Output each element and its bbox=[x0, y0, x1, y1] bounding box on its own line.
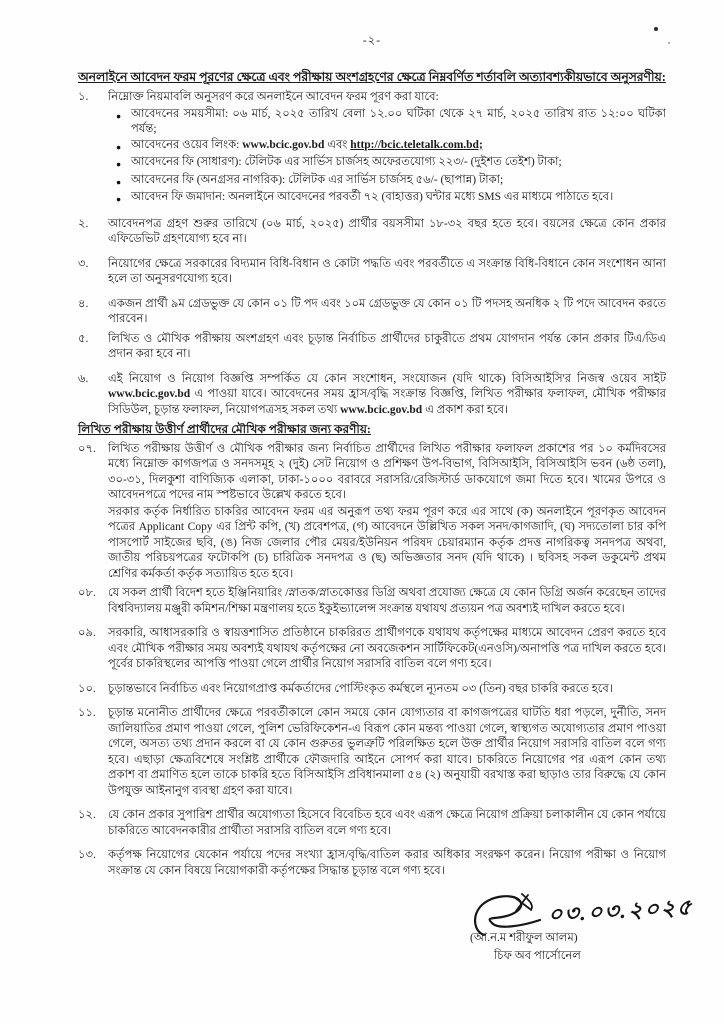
item-text: কর্তৃপক্ষ নিয়োগের যেকোন পর্যায়ে পদের সংখ্যা হ্রাস/বৃদ্ধি/বাতিল করার অধিকার সংরক্ষণ করেন। নিয়োগ পরীক্ষা ও নিয়োগ সংক্রান্ত যে কোন বিষয়ে নিয়োগকারী কর্তৃপক্ষের সিদ্ধান্ত চূড়ান্ত বলে গণ্য হবে। bbox=[108, 849, 666, 877]
item-text: যে সকল প্রার্থী বিদেশ হতে ইঞ্জিনিয়ারিং /স্নাতক/স্নাতকোত্তর ডিগ্রি অথবা প্রযোজ্য ক্ষেত্রে যে কোন ডিগ্রি অর্জন করেছেন তাদের বিশ্ববিদ্যালয় মঞ্জুরী কমিশন/শিক্ষা মন্ত্রণালয় হতে ইকুইভ্যালেন্স সংক্রান্ত যথাযথ প্রত্যয়ন পত্র অবশ্যই দাখিল করতে হবে। bbox=[108, 587, 666, 615]
bullet-item bbox=[116, 190, 666, 208]
bullet-item bbox=[116, 173, 666, 191]
item-text bbox=[108, 372, 666, 419]
condition-item-7 bbox=[78, 442, 666, 583]
condition-item-9 bbox=[78, 626, 666, 673]
web-link-bcic: www.bcic.gov.bd bbox=[242, 138, 325, 151]
condition-item-3 bbox=[78, 257, 666, 288]
signatory-title: চিফ অব পার্সোনেল bbox=[494, 949, 581, 962]
section-heading: লিখিত পরীক্ষায় উত্তীর্ণ প্রার্থীদের মৌখিক পরীক্ষার জন্য করণীয়: bbox=[78, 422, 371, 436]
page-number: -২- bbox=[362, 35, 382, 47]
bullet-text-mid: এবং bbox=[324, 138, 351, 151]
item-text: নিম্নোক্ত নিয়মাবলি অনুসরণ করে অনলাইনে আবেদন ফরম পূরণ করা যাবে: bbox=[108, 91, 439, 103]
item-paragraph: সরকার কর্তৃক নির্ধারিত চাকরির আবেদন ফরম এর অনুরূপ তথ্য ফরম পূরণ করে এর সাথে (ক) অনলাইনে পূরণকৃত আবেদন পত্রের Applicant Copy এর প্রিন্ট কপি, (খ) প্রবেশপত্র, (গ) আবেদনে উল্লিখিত সকল সনদ/কাগজাদি, (ঘ) সদ্যতোলা চার কপি পাসপোর্ট সাইজের ছবি, (ঙ) নিজ জেলার পৌর মেয়র/ইউনিয়ন পরিষদ চেয়ারম্যান কর্তৃক প্রদত্ত নাগরিকত্ব সনদপত্র অথবা, জাতীয় পরিচয়পত্রের ফটোকপি (চ) চারিত্রিক সনদপত্র ও (ছ) অভিজ্ঞতার সনদ (যদি থাকে) । ছবিসহ সকল ডকুমেন্ট প্রথম শ্রেণির কর্মকর্তা কর্তৃক সত্যায়িত হতে হবে। bbox=[108, 505, 666, 580]
item-number: ২. bbox=[78, 217, 89, 230]
item-number: ৩. bbox=[78, 257, 89, 270]
item-text: আবেদনপত্র গ্রহণ শুরুর তারিখে (০৬ মার্চ, ২০২৫) প্রার্থীর বয়সসীমা ১৮-৩২ বছর হতে হবে। বয়সের ক্ষেত্রে কোন প্রকার এফিডেভিট গ্রহণযোগ্য হবে না। bbox=[108, 217, 666, 245]
web-link-bcic: www.bcic.gov.bd bbox=[340, 403, 423, 416]
item-number: ১২. bbox=[78, 809, 96, 821]
condition-item-4 bbox=[78, 297, 666, 328]
item-text-part: এ পাওয়া যাবে। আবেদনের সময় হ্রাস/বৃদ্ধি সংক্রান্ত বিজ্ঞপ্তি, লিখিত পরীক্ষার ফলাফল, মৌখিক পরীক্ষার সিডিউল, চূড়ান্ত ফলাফল, নিয়োগপত্রসহ সকল তথ্য bbox=[108, 388, 666, 416]
condition-item-1 bbox=[78, 90, 666, 208]
scan-speck bbox=[668, 42, 670, 44]
item-text: লিখিত ও মৌখিক পরীক্ষায় অংশগ্রহণ এবং চূড়ান্ত নির্বাচিত প্রার্থীদের চাকুরীতে প্রথম যোগদান পর্যন্ত কোন প্রকার টিএ/ডিএ প্রদান করা হবে না। bbox=[108, 332, 666, 360]
signature-scribble-icon bbox=[470, 893, 556, 945]
bullet-icon: ● bbox=[116, 176, 122, 187]
item-text: যে কোন প্রকার সুপারিশ প্রার্থীর অযোগ্যতা হিসেবে বিবেচিত হবে এবং এরূপ ক্ষেত্রে নিয়োগ প্রক্রিয়া চলাকালীন যে কোন পর্যায়ে চাকরিতে আবেদনকারীর প্রার্থীতা সরাসরি বাতিল বলে গণ্য হবে। bbox=[108, 809, 667, 837]
item-text: সরকারি, আধাসরকারি ও স্বায়ত্তশাসিত প্রতিষ্ঠানে চাকরিরত প্রার্থীগণকে যথাযথ কর্তৃপক্ষের মাধ্যমে আবেদন প্রেরণ করতে হবে এবং মৌখিক পরীক্ষার সময় অবশ্যই যথাযথ কর্তৃপক্ষের নো অবজেকশন সার্টিফিকেট(এনওসি)/অনাপত্তি পত্র দাখিল করতে হবে। পূর্বের চাকরিস্থলের আপত্তি পাওয়া গেলে প্রার্থীর নিয়োগ সরাসরি বাতিল বলে গণ্য হবে। bbox=[108, 627, 666, 670]
bullet-text: আবেদনের সময়সীমা: ০৬ মার্চ, ২০২৫ তারিখ বেলা ১২.০০ ঘটিকা থেকে ২৭ মার্চ, ২০২৫ তারিখ রাত ১২:০০ ঘটিকা পর্যন্ত; bbox=[131, 107, 666, 135]
bullet-text bbox=[131, 138, 666, 156]
bullet-item bbox=[116, 138, 666, 156]
item-text: চূড়ান্ত মনোনীত প্রার্থীদের ক্ষেত্রে পরবর্তীকালে কোন সময়ে কোন যোগ্যতার বা কাগজপত্রের ঘাটতি ধরা পড়লে, দুর্নীতি, সনদ জালিয়াতির প্রমাণ পাওয়া গেলে, পুলিশ ভেরিফিকেশন-এ বিরূপ কোন মন্তব্য পাওয়া গেলে, স্বাস্থ্যগত অযোগ্যতার প্রমাণ পাওয়া গেলে, অসত্য তথ্য প্রদান করলে বা যে কোন গুরুতর ভুলত্রুটি পরিলক্ষিত হলে উক্ত প্রার্থীর নিয়োগ সরাসরি বাতিল বলে গণ্য হবে। এছাড়া ক্ষেত্রবিশেষে সংশ্লিষ্ট প্রার্থীকে ফৌজদারি আইনে সোপর্দ করা যাবে। চাকরিতে নিয়োগের পর এরূপ কোন তথ্য প্রকাশ বা প্রমাণিত হলে তাকে চাকরি হতে বিসিআইসি প্রবিধানমালা ৫৪ (২) অনুযায়ী বরখাস্ত করা ছাড়াও তার বিরুদ্ধে যে কোন উপযুক্ত আইনানুগ ব্যবস্থা গ্রহণ করা যাবে। bbox=[108, 707, 666, 797]
web-link-teletalk: http://bcic.teletalk.com.bd; bbox=[350, 138, 483, 151]
bullet-icon: ● bbox=[116, 141, 122, 152]
signatory-name: (আ.ন.ম শরীফুল আলম) bbox=[470, 932, 578, 944]
signature-block bbox=[470, 893, 720, 964]
item-number: ১০. bbox=[78, 682, 96, 695]
signature-date: ০৩.০৩.২০২৫ bbox=[547, 894, 694, 927]
condition-item-11 bbox=[78, 706, 666, 799]
item-number: ৪. bbox=[78, 297, 89, 310]
item-text: নিয়োগের ক্ষেত্রে সরকারের বিদ্যমান বিধি-বিধান ও কোটা পদ্ধতি এবং পরবর্তীতে এ সংক্রান্ত বিধি-বিধানে কোন সংশোধন আনা হলে তা অনুসরণযোগ্য হবে। bbox=[108, 257, 666, 285]
item-number: ০৮. bbox=[78, 587, 96, 599]
item-number: ৫. bbox=[78, 332, 89, 345]
bullet-icon: ● bbox=[116, 194, 122, 204]
condition-item-5 bbox=[78, 332, 666, 363]
condition-item-10 bbox=[78, 682, 666, 698]
condition-item-2 bbox=[78, 217, 666, 248]
condition-item-12 bbox=[78, 808, 666, 839]
bullet-icon: ● bbox=[116, 110, 122, 121]
item-number: ১৩. bbox=[78, 849, 96, 861]
item-number: ০৭. bbox=[78, 442, 96, 455]
web-link-bcic: www.bcic.gov.bd bbox=[108, 388, 191, 400]
item-number: ১. bbox=[78, 91, 89, 103]
item-number: ১১. bbox=[78, 707, 96, 719]
bullet-item bbox=[116, 155, 666, 173]
item-text-part: এই নিয়োগ ও নিয়োগ বিজ্ঞপ্তি সম্পর্কিত যে কোন সংশোধন, সংযোজন (যদি থাকে) বিসিআইসি'র নিজস্ব ওয়েব সাইট bbox=[108, 372, 666, 385]
bullet-text: আবেদনের ফি (সাধারণ): টেলিটক এর সার্ভিস চার্জসহ অফেরতযোগ্য ২২৩/- (দুইশত তেইশ) টাকা; bbox=[131, 156, 562, 168]
scan-speck bbox=[654, 27, 658, 31]
item-text-part: এ প্রকাশ করা হবে। bbox=[422, 403, 509, 416]
bullet-icon: ● bbox=[116, 159, 122, 169]
condition-item-8 bbox=[78, 586, 666, 617]
condition-item-13 bbox=[78, 848, 666, 879]
bullet-label: আবেদনের ওয়েব লিংক: bbox=[131, 138, 243, 151]
item-number: ০৯. bbox=[78, 627, 96, 639]
bullet-list bbox=[108, 107, 666, 208]
bullet-text: আবেদনের ফি (অনগ্রসর নাগরিক): টেলিটক এর সার্ভিস চার্জসহ ৫৬/- (ছাপান্ন) টাকা; bbox=[131, 173, 504, 186]
item-text: চূড়ান্তভাবে নির্বাচিত এবং নিয়োগপ্রাপ্ত কর্মকর্তাদের পোস্টিংকৃত কর্মস্থলে ন্যূনতম ০৩ (তিন) বছর চাকরি করতে হবে। bbox=[108, 682, 613, 695]
item-number: ৬. bbox=[78, 372, 89, 385]
item-paragraph: লিখিত পরীক্ষায় উত্তীর্ণ ও মৌখিক পরীক্ষার জন্য নির্বাচিত প্রার্থীদের লিখিত পরীক্ষার ফলাফল প্রকাশের পর ১০ কর্মদিবসের মধ্যে নিম্নোক্ত কাগজপত্র ও সনদসমূহ ২ (দুই) সেট নিয়োগ ও প্রশিক্ষণ উপ-বিভাগ, বিসিআইসি, বিসিআইসি ভবন (৬ষ্ঠ তলা), ৩০-৩১, দিলকুশা বাণিজ্যিক এলাকা, ঢাকা-১০০০ বরাবরে সরাসরি/রেজিস্টার্ড ডাকযোগে জমা দিতে হবে। খামের উপরে ও আবেদনপত্রে পদের নাম স্পষ্টভাবে উল্লেখ করতে হবে। bbox=[108, 442, 666, 501]
bullet-text: আবেদন ফি জমাদান: অনলাইনে আবেদনের পরবর্তী ৭২ (বাহাত্তর) ঘন্টার মধ্যে SMS এর মাধ্যমে পাঠাতে হবে। bbox=[131, 191, 614, 203]
condition-item-6 bbox=[78, 372, 666, 419]
doc-heading: অনলাইনে আবেদন ফরম পূরণের ক্ষেত্রে এবং পরীক্ষায় অংশগ্রহণের ক্ষেত্রে নিম্নবর্ণিত শর্তাবলি অত্যাবশ্যকীয়ভাবে অনুসরণীয়: bbox=[78, 69, 666, 84]
bullet-item bbox=[116, 107, 666, 138]
item-text: একজন প্রার্থী ৯ম গ্রেডভুক্ত যে কোন ০১ টি পদ এবং ১০ম গ্রেডভুক্ত যে কোন ০১ টি পদসহ অনধিক ২ টি পদে আবেদন করতে পারবেন। bbox=[108, 297, 667, 325]
